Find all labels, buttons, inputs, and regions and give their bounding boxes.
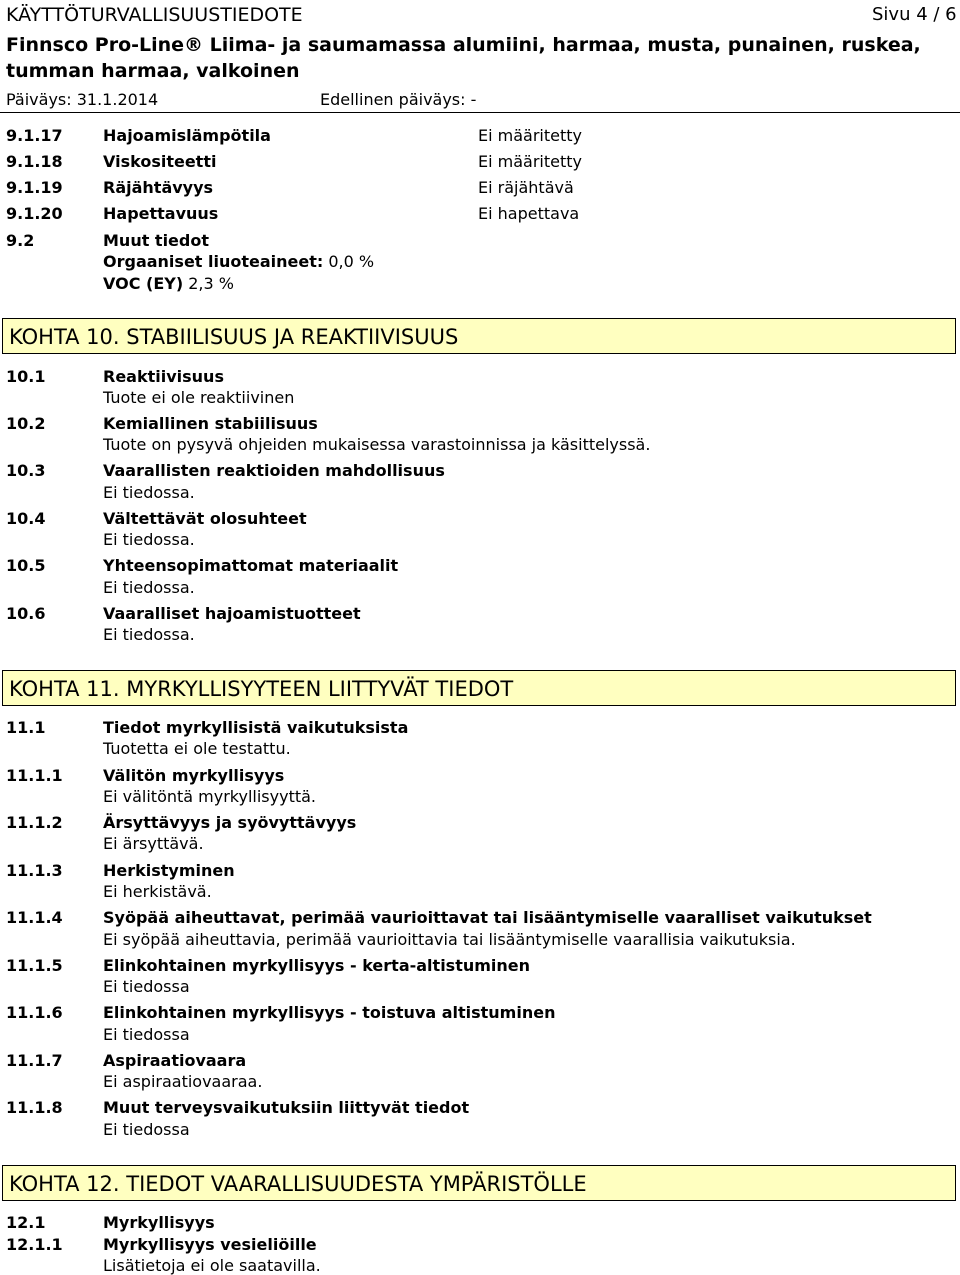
item-text: Ei tiedossa. — [103, 578, 195, 597]
item-text: Ei välitöntä myrkyllisyyttä. — [103, 787, 317, 806]
organic-solvents-label: Orgaaniset liuoteaineet: — [103, 252, 324, 271]
item-number: 11.1.8 — [6, 1098, 63, 1117]
item-heading: Kemiallinen stabiilisuus — [103, 414, 318, 433]
property-value: Ei hapettava — [478, 204, 580, 223]
voc-label: VOC (EY) — [103, 274, 184, 293]
item-heading: Yhteensopimattomat materiaalit — [103, 556, 399, 575]
property-label: Hajoamislämpötila — [103, 126, 271, 145]
item-text: Ei tiedossa — [103, 1120, 190, 1139]
item-text: Tuotetta ei ole testattu. — [103, 739, 291, 758]
item-heading: Elinkohtainen myrkyllisyys - kerta-altistuminen — [103, 956, 531, 975]
item-number: 10.3 — [6, 461, 46, 480]
section-12-header — [2, 1165, 956, 1201]
voc — [103, 274, 234, 293]
item-number: 10.4 — [6, 509, 46, 528]
item-heading: Myrkyllisyys — [103, 1213, 215, 1232]
product-name-line-1: Finnsco Pro-Line® Liima- ja saumamassa alumiini, harmaa, musta, punainen, ruskea, — [6, 34, 921, 56]
item-text: Ei aspiraatiovaaraa. — [103, 1072, 263, 1091]
item-heading: Vaarallisten reaktioiden mahdollisuus — [103, 461, 445, 480]
item-heading: Vältettävät olosuhteet — [103, 509, 307, 528]
section-10-title: KOHTA 10. STABIILISUUS JA REAKTIIVISUUS — [9, 325, 459, 349]
item-text: Ei tiedossa — [103, 1025, 190, 1044]
item-number: 9.2 — [6, 231, 35, 250]
item-number: 11.1.6 — [6, 1003, 63, 1022]
item-number: 9.1.17 — [6, 126, 63, 145]
item-text: Ei tiedossa — [103, 977, 190, 996]
item-text: Tuote on pysyvä ohjeiden mukaisessa varastoinnissa ja käsittelyssä. — [103, 435, 651, 454]
item-text: Tuote ei ole reaktiivinen — [103, 388, 295, 407]
item-heading: Muut terveysvaikutuksiin liittyvät tiedot — [103, 1098, 470, 1117]
property-label: Hapettavuus — [103, 204, 219, 223]
property-value: Ei määritetty — [478, 152, 582, 171]
section-12-title: KOHTA 12. TIEDOT VAARALLISUUDESTA YMPÄRISTÖLLE — [9, 1172, 587, 1196]
header-divider — [0, 112, 960, 113]
item-number: 11.1.2 — [6, 813, 63, 832]
item-text: Ei tiedossa. — [103, 483, 195, 502]
item-number: 12.1 — [6, 1213, 46, 1232]
item-number: 10.1 — [6, 367, 46, 386]
item-number: 10.6 — [6, 604, 46, 623]
voc-value: 2,3 % — [188, 274, 234, 293]
date: Päiväys: 31.1.2014 — [6, 90, 159, 109]
item-text: Ei tiedossa. — [103, 625, 195, 644]
item-number: 11.1 — [6, 718, 46, 737]
item-number: 9.1.18 — [6, 152, 63, 171]
item-heading: Välitön myrkyllisyys — [103, 766, 285, 785]
item-heading: Myrkyllisyys vesieliöille — [103, 1235, 317, 1254]
property-label: Räjähtävyys — [103, 178, 214, 197]
item-text: Ei syöpää aiheuttavia, perimää vaurioittavia tai lisääntymiselle vaarallisia vaikutuksia. — [103, 930, 796, 949]
item-number: 11.1.1 — [6, 766, 63, 785]
section-11-header — [2, 670, 956, 706]
item-heading: Vaaralliset hajoamistuotteet — [103, 604, 361, 623]
property-value: Ei räjähtävä — [478, 178, 574, 197]
organic-solvents — [103, 252, 374, 271]
section-10-header — [2, 318, 956, 354]
item-text: Ei herkistävä. — [103, 882, 212, 901]
other-info-heading: Muut tiedot — [103, 231, 209, 250]
property-value: Ei määritetty — [478, 126, 582, 145]
product-name-line-2: tumman harmaa, valkoinen — [6, 60, 300, 82]
item-heading: Ärsyttävyys ja syövyttävyys — [103, 813, 357, 832]
item-heading: Herkistyminen — [103, 861, 235, 880]
organic-solvents-value: 0,0 % — [328, 252, 375, 271]
item-heading: Tiedot myrkyllisistä vaikutuksista — [103, 718, 409, 737]
item-number: 11.1.5 — [6, 956, 63, 975]
item-number: 9.1.20 — [6, 204, 63, 223]
item-text: Ei ärsyttävä. — [103, 834, 204, 853]
item-number: 9.1.19 — [6, 178, 63, 197]
item-number: 10.5 — [6, 556, 46, 575]
item-text: Lisätietoja ei ole saatavilla. — [103, 1256, 321, 1275]
item-text: Ei tiedossa. — [103, 530, 195, 549]
section-11-title: KOHTA 11. MYRKYLLISYYTEEN LIITTYVÄT TIEDOT — [9, 677, 514, 701]
item-number: 11.1.7 — [6, 1051, 63, 1070]
item-number: 12.1.1 — [6, 1235, 63, 1254]
item-number: 11.1.3 — [6, 861, 63, 880]
document-title: KÄYTTÖTURVALLISUUSTIEDOTE — [6, 4, 303, 26]
item-number: 11.1.4 — [6, 908, 63, 927]
property-label: Viskositeetti — [103, 152, 217, 171]
item-heading: Syöpää aiheuttavat, perimää vaurioittavat tai lisääntymiselle vaaralliset vaikutukset — [103, 908, 872, 927]
item-heading: Reaktiivisuus — [103, 367, 224, 386]
item-heading: Elinkohtainen myrkyllisyys - toistuva altistuminen — [103, 1003, 556, 1022]
item-heading: Aspiraatiovaara — [103, 1051, 247, 1070]
previous-date: Edellinen päiväys: - — [320, 90, 477, 109]
item-number: 10.2 — [6, 414, 46, 433]
page-number: Sivu 4 / 6 — [872, 4, 957, 25]
